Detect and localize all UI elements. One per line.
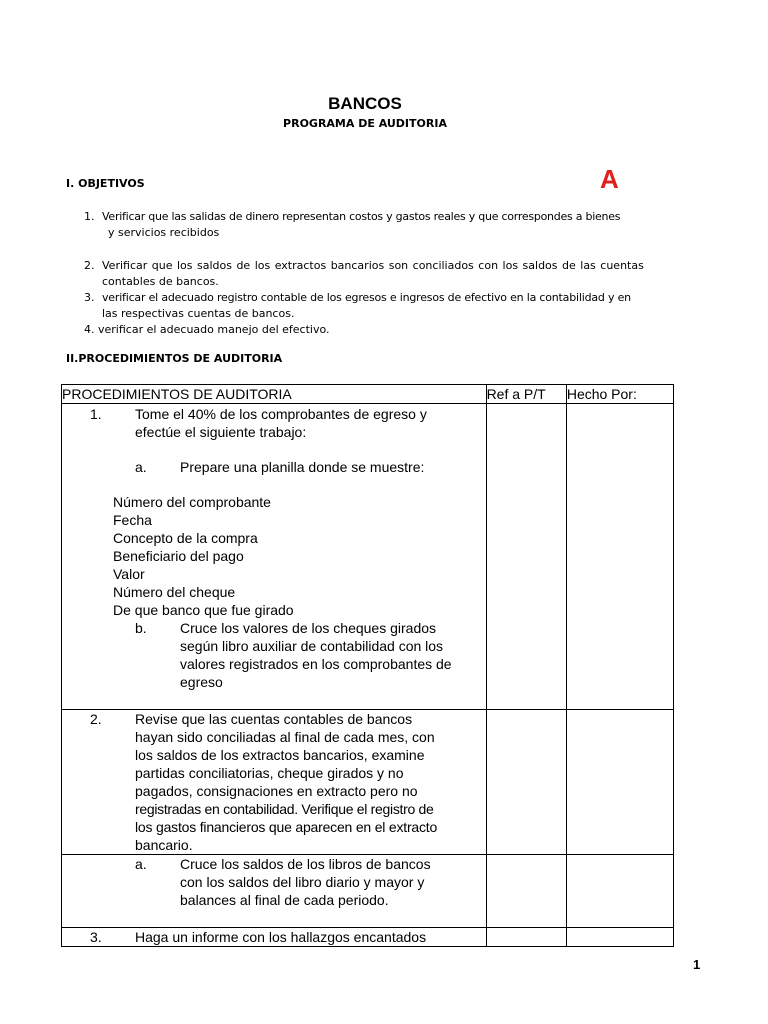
subitem-text: con los saldos del libro diario y mayor y: [180, 874, 425, 890]
subitem-letter: a.: [135, 856, 147, 872]
ref-cell: [486, 855, 566, 928]
objective-text: contables de bancos.: [102, 275, 219, 288]
table-header-row: [62, 385, 674, 404]
table-row: [62, 855, 674, 928]
procedure-line: pagados, consignaciones en extracto pero no: [135, 783, 418, 799]
procedure-line: registradas en contabilidad. Verifique el registro de: [135, 801, 434, 817]
objective-item: [84, 209, 662, 241]
ref-cell: [486, 928, 566, 947]
objective-text: y servicios recibidos: [108, 226, 220, 239]
subitem-text: balances al final de cada periodo.: [180, 892, 389, 908]
objective-number: 2.: [84, 259, 95, 272]
procedure-cell: [62, 404, 487, 710]
subitem-text: Cruce los saldos de los libros de bancos: [180, 856, 431, 872]
column-header: Hecho Por:: [566, 385, 673, 404]
page-title: BANCOS: [328, 94, 402, 113]
procedure-line: bancario.: [135, 837, 193, 853]
subitem-text: valores registrados en los comprobantes de: [180, 656, 452, 672]
objective-number: 3.: [84, 291, 95, 304]
table-row: [62, 710, 674, 855]
objectives-heading: I. OBJETIVOS: [66, 177, 145, 190]
list-item: Valor: [113, 566, 145, 582]
page-subtitle: PROGRAMA DE AUDITORIA: [283, 117, 447, 130]
subitem-letter: b.: [135, 620, 147, 636]
procedure-line: partidas conciliatorias, cheque girados y no: [135, 765, 404, 781]
table-row: [62, 928, 674, 947]
column-header: Ref a P/T: [486, 385, 566, 404]
table-row: [62, 404, 674, 710]
objective-item: [84, 258, 662, 290]
objective-text: Verificar que las salidas de dinero representan costos y gastos reales y que correspondes a bienes: [102, 210, 621, 223]
list-item: Concepto de la compra: [113, 530, 258, 546]
list-item: De que banco que fue girado: [113, 602, 294, 618]
objective-number: 4.: [84, 323, 95, 336]
objective-item: [84, 290, 662, 322]
subitem-text: Prepare una planilla donde se muestre:: [180, 459, 425, 475]
ref-cell: [486, 404, 566, 710]
procedure-line: Haga un informe con los hallazgos encantados: [135, 929, 427, 945]
ref-cell: [486, 710, 566, 855]
procedure-number: 2.: [90, 711, 102, 727]
subitem-text: Cruce los valores de los cheques girados: [180, 620, 437, 636]
objective-text: las respectivas cuentas de bancos.: [102, 307, 295, 320]
procedure-number: 1.: [90, 406, 102, 422]
list-item: Número del cheque: [113, 584, 236, 600]
objective-text: Verificar que los saldos de los extractos bancarios son conciliados con los saldos de las cuentas: [102, 259, 644, 272]
list-item: Número del comprobante: [113, 494, 271, 510]
procedure-line: los saldos de los extractos bancarios, examine: [135, 747, 425, 763]
procedure-cell: [62, 928, 487, 947]
procedure-cell: [62, 855, 487, 928]
procedure-line: los gastos financieros que aparecen en el extracto: [135, 819, 438, 835]
procedure-number: 3.: [90, 929, 102, 945]
procedure-line: Tome el 40% de los comprobantes de egreso y: [135, 406, 427, 422]
procedures-table: [61, 384, 674, 947]
subitem-letter: a.: [135, 459, 147, 475]
list-item: Beneficiario del pago: [113, 548, 244, 564]
subitem-text: según libro auxiliar de contabilidad con los: [180, 638, 444, 654]
page-number: 1: [693, 957, 701, 972]
procedures-heading: II.PROCEDIMIENTOS DE AUDITORIA: [66, 352, 283, 365]
procedure-line: hayan sido conciliadas al final de cada mes, con: [135, 729, 435, 745]
objective-text: verificar el adecuado registro contable de los egresos e ingresos de efectivo en la contabilidad y en: [102, 291, 631, 304]
procedure-cell: [62, 710, 487, 855]
list-item: Fecha: [113, 512, 152, 528]
procedure-line: efectúe el siguiente trabajo:: [135, 424, 307, 440]
done-by-cell: [566, 710, 673, 855]
done-by-cell: [566, 928, 673, 947]
done-by-cell: [566, 404, 673, 710]
column-header: PROCEDIMIENTOS DE AUDITORIA: [62, 385, 487, 404]
objective-text: verificar el adecuado manejo del efectivo.: [98, 323, 330, 336]
reference-marker: A: [600, 164, 619, 194]
objective-item: [84, 322, 662, 338]
procedure-line: Revise que las cuentas contables de bancos: [135, 711, 413, 727]
objective-number: 1.: [84, 210, 95, 223]
done-by-cell: [566, 855, 673, 928]
subitem-text: egreso: [180, 674, 223, 690]
